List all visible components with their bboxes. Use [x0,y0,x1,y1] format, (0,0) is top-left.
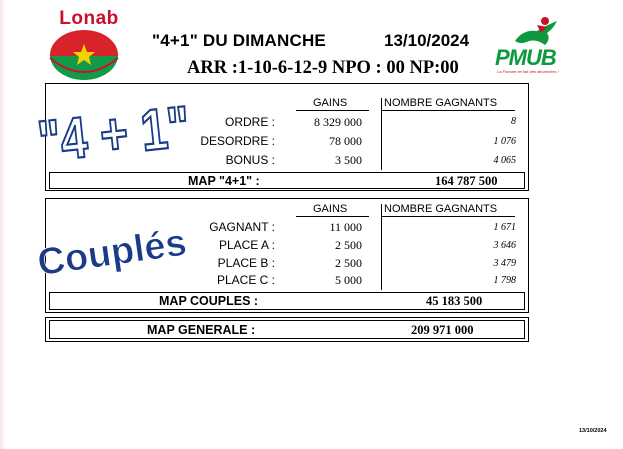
map-4plus1-value: 164 787 500 [435,174,498,188]
pmub-wordmark: PMUB [495,45,556,70]
col-header-gains: GAINS [313,97,348,109]
arrival-line: ARR :1-10-6-12-9 NPO : 00 NP:00 [187,58,459,78]
map-couples-label: MAP COUPLES : [159,294,259,308]
divider [381,98,382,170]
map-couples-value: 45 183 500 [426,294,483,308]
map-4plus1-label: MAP "4+1" : [188,174,260,188]
col-header-gagnants: NOMBRE GAGNANTS [384,203,498,215]
row-gains: 8 329 000 [314,115,362,129]
lonab-logo [44,8,124,80]
row-label: PLACE A : [218,238,275,252]
row-gains: 3 500 [335,153,362,167]
divider [296,216,369,217]
title-date: 13/10/2024 [384,31,470,50]
row-gains: 2 500 [335,256,362,270]
row-gagnants: 1 076 [493,136,516,147]
row-gains: 78 000 [329,134,362,148]
map-generale-label: MAP GENERALE : [147,323,256,337]
row-label: GAGNANT : [209,220,275,234]
col-header-gains: GAINS [313,203,348,215]
map-4plus1-row [49,172,525,189]
divider [381,110,515,111]
section-couples [34,198,529,313]
pmub-logo [493,15,573,77]
page-title: "4+1" DU DIMANCHE [152,31,326,50]
lonab-flag-icon [44,28,124,82]
map-couples-row [49,292,525,310]
lonab-wordmark: Lonab [59,8,119,29]
col-header-gagnants: NOMBRE GAGNANTS [384,97,498,109]
divider [381,216,515,217]
row-label: PLACE C : [216,273,275,287]
badge-couples-text: Couplés [34,221,190,285]
footer-date: 13/10/2024 [579,428,607,434]
row-gains: 5 000 [335,273,362,287]
section-4plus1 [35,83,529,191]
row-gagnants: 1 798 [493,275,516,286]
badge-couples [34,213,190,285]
row-gagnants: 4 065 [493,155,516,166]
row-gains: 11 000 [329,220,362,234]
map-generale-value: 209 971 000 [411,323,474,337]
divider [296,110,369,111]
page-edge [0,0,6,449]
row-label: BONUS : [225,153,275,167]
row-label: PLACE B : [217,256,275,270]
section-map-generale [45,317,529,342]
badge-4plus1 [35,89,194,175]
jockey-horse-icon [507,15,567,49]
row-gagnants: 3 646 [493,240,516,251]
badge-4plus1-text: "4 + 1" [35,94,194,175]
divider [381,204,382,290]
row-label: ORDRE : [224,115,275,129]
row-label: DESORDRE : [200,134,275,148]
pmub-slogan: La Fortune en fait des dimanches ! [497,69,559,74]
row-gagnants: 1 671 [493,222,516,233]
map-generale-row [49,320,525,339]
row-gagnants: 8 [511,116,516,127]
row-gagnants: 3 479 [493,258,516,269]
row-gains: 2 500 [335,238,362,252]
